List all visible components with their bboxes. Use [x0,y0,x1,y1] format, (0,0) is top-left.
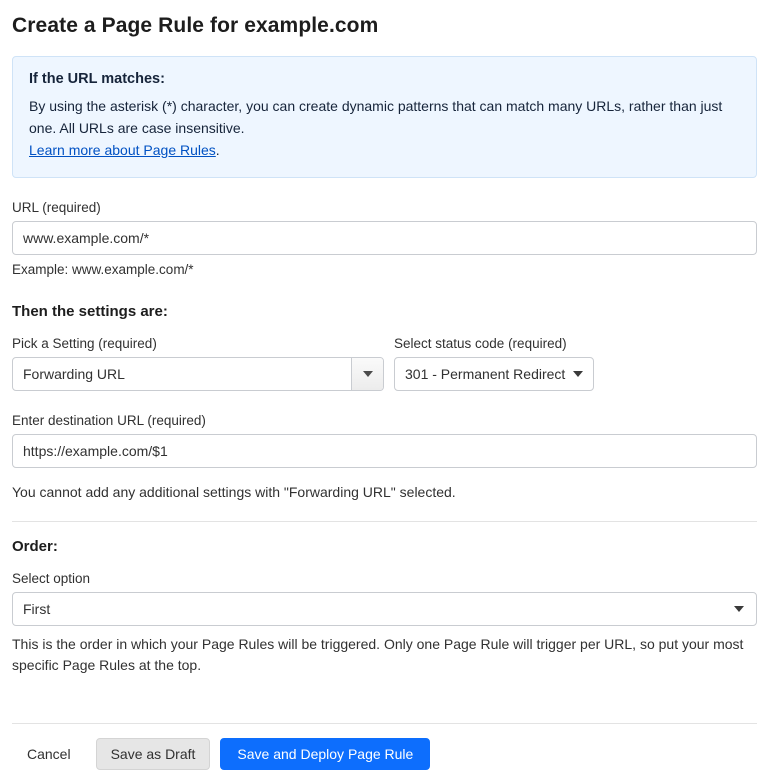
settings-note: You cannot add any additional settings with "Forwarding URL" selected. [12,484,456,500]
callout-link-suffix: . [215,142,220,158]
order-section [12,538,757,676]
url-field-label: URL (required) [12,200,101,215]
pick-setting-value: Forwarding URL [23,366,125,382]
pick-setting-dropdown-button[interactable] [351,358,383,390]
destination-input[interactable] [12,434,757,468]
callout-body [29,95,740,161]
url-match-callout [12,56,757,178]
url-example-text: Example: www.example.com/* [12,262,194,277]
chevron-down-icon [363,371,373,377]
status-code-select[interactable] [394,357,594,391]
learn-more-link[interactable]: Learn more about Page Rules [29,142,216,158]
pick-setting-label: Pick a Setting (required) [12,336,157,351]
callout-title: If the URL matches: [29,71,165,87]
order-note: This is the order in which your Page Rules will be triggered. Only one Page Rule will trigger per URL, so put your most specific Page Rules at the top. [12,636,744,673]
footer-buttons [12,738,757,770]
order-select[interactable] [12,592,757,626]
pick-setting-select[interactable] [12,357,384,391]
status-code-label: Select status code (required) [394,336,567,351]
callout-body-text: By using the asterisk (*) character, you can create dynamic patterns that can match many URLs, rather than just one. All URLs are case insensitive. [29,98,723,136]
form-footer [12,723,757,770]
destination-group [12,413,757,468]
footer-divider [12,723,757,724]
save-and-deploy-button[interactable]: Save and Deploy Page Rule [220,738,430,770]
url-input[interactable] [12,221,757,255]
save-as-draft-button[interactable]: Save as Draft [96,738,211,770]
order-heading: Order: [12,538,58,555]
order-select-label: Select option [12,571,91,586]
page-title: Create a Page Rule for example.com [12,14,379,37]
chevron-down-icon [734,606,744,612]
chevron-down-icon [573,371,583,377]
status-code-group [394,336,594,391]
settings-row [12,336,757,391]
status-code-value: 301 - Permanent Redirect [405,366,566,382]
cancel-button[interactable]: Cancel [12,738,86,770]
order-select-value: First [23,601,51,617]
destination-label: Enter destination URL (required) [12,413,206,428]
pick-setting-group [12,336,384,391]
settings-heading: Then the settings are: [12,303,168,320]
section-divider [12,521,757,522]
